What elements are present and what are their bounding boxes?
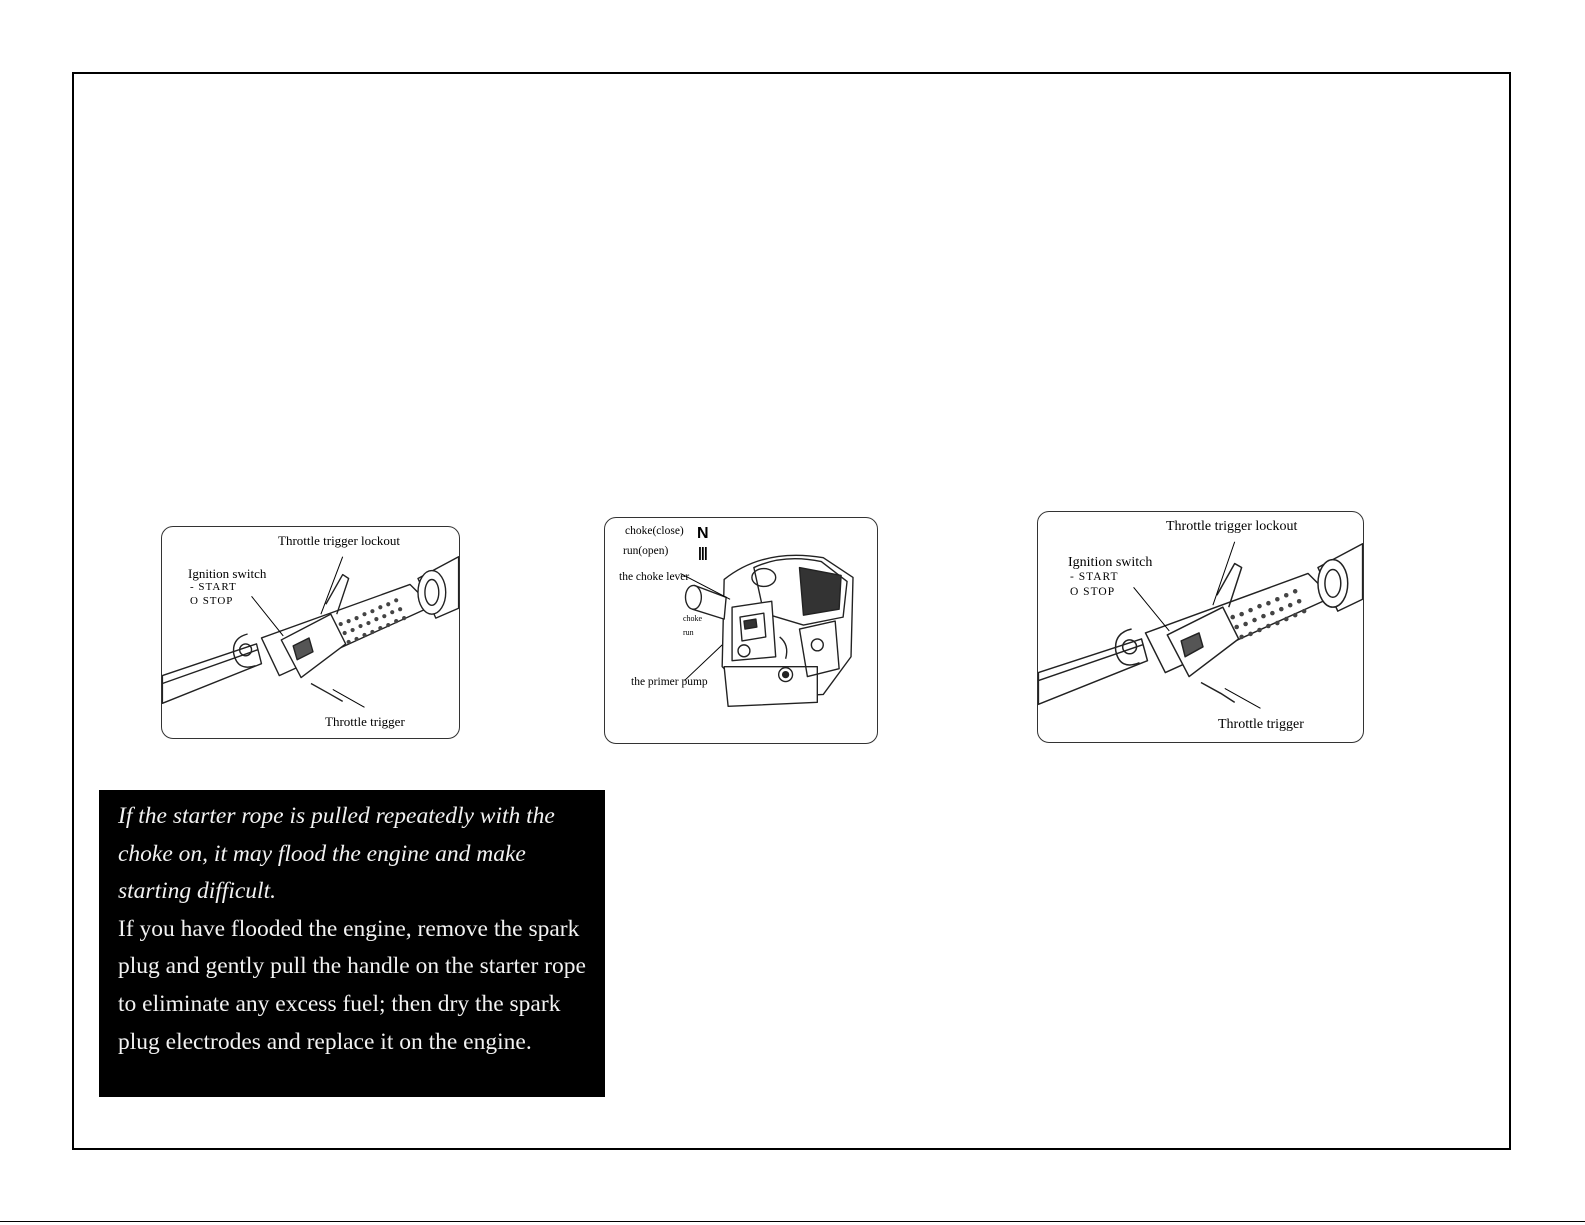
run-open-label: run(open): [623, 545, 669, 557]
throttle-trigger-lockout-label-2: Throttle trigger lockout: [1166, 519, 1298, 534]
throttle-trigger-lockout-label: Throttle trigger lockout: [278, 533, 401, 548]
throttle-trigger-label: Throttle trigger: [325, 714, 405, 729]
choke-close-label: choke(close): [625, 525, 684, 537]
engine-choke-figure: [604, 517, 878, 744]
ignition-switch-label: Ignition switch: [188, 566, 267, 581]
bottom-rule: [0, 1221, 1585, 1222]
run-symbol: |||: [698, 544, 707, 560]
ignition-stop-label: O STOP: [190, 595, 234, 607]
throttle-trigger-label-2: Throttle trigger: [1218, 717, 1304, 732]
throttle-handle-figure: [161, 526, 460, 739]
ignition-start-label: - START: [190, 581, 237, 593]
ignition-start-label-2: - START: [1070, 571, 1119, 583]
flooding-warning-text: If the starter rope is pulled repeatedly with the choke on, it may flood the engine and make starting difficult.: [118, 803, 555, 905]
ignition-switch-label-2: Ignition switch: [1068, 555, 1153, 570]
flooding-instruction-text: If you have flooded the engine, remove the spark plug and gently pull the handle on the starter rope to eliminate any excess fuel; then dry the spark plug electrodes and replace it on the engine.: [118, 915, 586, 1055]
choke-symbol: N: [697, 525, 709, 542]
primer-pump-label: the primer pump: [631, 676, 708, 688]
lever-choke-mark: choke: [683, 614, 703, 623]
lever-run-mark: run: [683, 628, 694, 637]
flooding-notice-box: [99, 790, 605, 1097]
choke-lever-label: the choke lever: [619, 571, 690, 583]
ignition-stop-label-2: O STOP: [1070, 586, 1116, 598]
throttle-handle-illustration-2: [1038, 512, 1363, 742]
throttle-handle-figure-2: [1037, 511, 1364, 743]
throttle-handle-illustration: [162, 527, 459, 738]
